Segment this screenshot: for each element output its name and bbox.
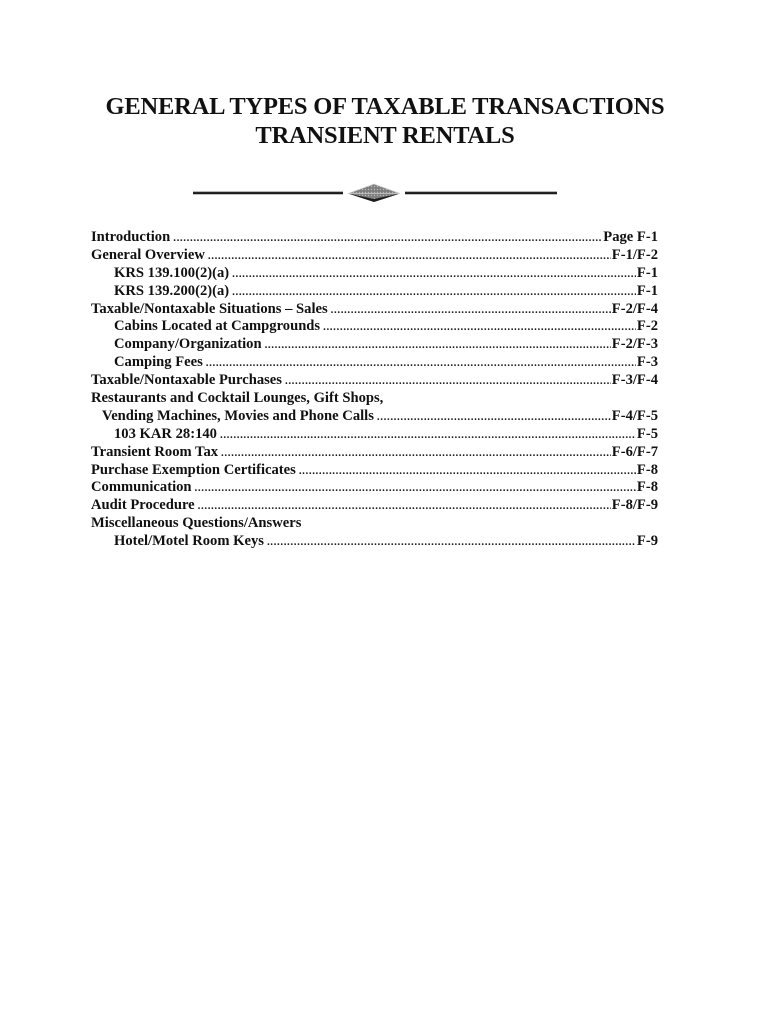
toc-dot-leader xyxy=(232,266,636,283)
toc-page-ref: F-9 xyxy=(636,533,658,550)
toc-page-ref: Page F-1 xyxy=(603,229,658,245)
toc-dot-leader xyxy=(173,230,602,247)
table-of-contents xyxy=(91,229,658,551)
toc-dot-leader xyxy=(265,337,611,354)
ornamental-divider xyxy=(190,182,560,206)
toc-label: Transient Room Tax xyxy=(91,443,219,460)
toc-label: 103 KAR 28:140 xyxy=(114,425,217,442)
toc-label: General Overview xyxy=(91,246,205,263)
toc-dot-leader xyxy=(195,480,636,497)
toc-page-ref: F-2/F-3 xyxy=(611,336,658,353)
title-line-2: TRANSIENT RENTALS xyxy=(255,122,515,149)
toc-entry-exemption-certificates[interactable] xyxy=(91,462,658,480)
toc-dot-leader xyxy=(232,284,636,301)
toc-label: Introduction xyxy=(91,229,171,245)
toc-entry-103-kar[interactable] xyxy=(91,426,658,444)
toc-entry-camping-fees[interactable] xyxy=(91,354,658,372)
toc-page-ref: F-4/F-5 xyxy=(611,407,658,424)
toc-label: Audit Procedure xyxy=(91,497,195,514)
toc-page-ref: F-2/F-4 xyxy=(611,300,658,317)
toc-label: Camping Fees xyxy=(114,354,203,371)
toc-page-ref: F-6/F-7 xyxy=(611,443,658,460)
toc-entry-company-organization[interactable] xyxy=(91,336,658,354)
toc-page-ref: F-8/F-9 xyxy=(611,497,658,514)
toc-dot-leader xyxy=(267,534,636,551)
toc-label: Cabins Located at Campgrounds xyxy=(114,318,321,335)
toc-dot-leader xyxy=(323,319,636,336)
toc-label: Restaurants and Cocktail Lounges, Gift Shops, xyxy=(91,390,384,407)
toc-entry-transient-room-tax[interactable] xyxy=(91,444,658,462)
toc-page-ref: F-1 xyxy=(636,264,658,281)
toc-dot-leader xyxy=(285,373,611,390)
toc-label: Miscellaneous Questions/Answers xyxy=(91,515,302,532)
toc-label: Taxable/Nontaxable Situations – Sales xyxy=(91,300,328,317)
toc-page-ref: F-5 xyxy=(636,425,658,442)
toc-page-ref: F-2 xyxy=(636,318,658,335)
title-line-1: GENERAL TYPES OF TAXABLE TRANSACTIONS xyxy=(105,93,665,120)
toc-label: Taxable/Nontaxable Purchases xyxy=(91,372,282,389)
toc-dot-leader xyxy=(220,427,636,444)
toc-entry-general-overview[interactable] xyxy=(91,247,658,265)
toc-dot-leader xyxy=(198,498,611,515)
toc-label: Company/Organization xyxy=(114,336,262,353)
toc-page-ref: F-3 xyxy=(636,354,658,371)
toc-entry-krs-139-200[interactable] xyxy=(91,283,658,301)
toc-label: Purchase Exemption Certificates xyxy=(91,461,296,478)
toc-entry-communication[interactable] xyxy=(91,479,658,497)
toc-entry-introduction[interactable] xyxy=(91,229,658,247)
toc-page-ref: F-1/F-2 xyxy=(611,246,658,263)
toc-dot-leader xyxy=(221,445,611,462)
toc-dot-leader xyxy=(331,302,611,319)
document-title xyxy=(0,92,770,150)
toc-label: KRS 139.200(2)(a) xyxy=(114,282,230,299)
toc-page-ref: F-8 xyxy=(636,461,658,478)
toc-entry-room-keys[interactable] xyxy=(91,533,658,551)
toc-dot-leader xyxy=(299,463,636,480)
toc-entry-krs-139-100[interactable] xyxy=(91,265,658,283)
toc-label: KRS 139.100(2)(a) xyxy=(114,264,230,281)
toc-entry-vending-machines[interactable] xyxy=(91,408,658,426)
toc-entry-cabins[interactable] xyxy=(91,318,658,336)
toc-dot-leader xyxy=(208,248,611,265)
diamond-ornament-icon xyxy=(190,182,560,206)
toc-dot-leader xyxy=(377,409,611,426)
toc-entry-situations-sales[interactable] xyxy=(91,301,658,319)
toc-entry-purchases[interactable] xyxy=(91,372,658,390)
toc-label: Vending Machines, Movies and Phone Calls xyxy=(102,407,374,424)
toc-entry-misc-heading xyxy=(91,515,658,533)
toc-entry-restaurants-heading xyxy=(91,390,658,408)
toc-page-ref: F-8 xyxy=(636,479,658,496)
toc-label: Communication xyxy=(91,479,192,496)
toc-dot-leader xyxy=(206,355,636,372)
toc-entry-audit-procedure[interactable] xyxy=(91,497,658,515)
toc-page-ref: F-3/F-4 xyxy=(611,372,658,389)
toc-label: Hotel/Motel Room Keys xyxy=(114,533,264,550)
toc-page-ref: F-1 xyxy=(636,282,658,299)
